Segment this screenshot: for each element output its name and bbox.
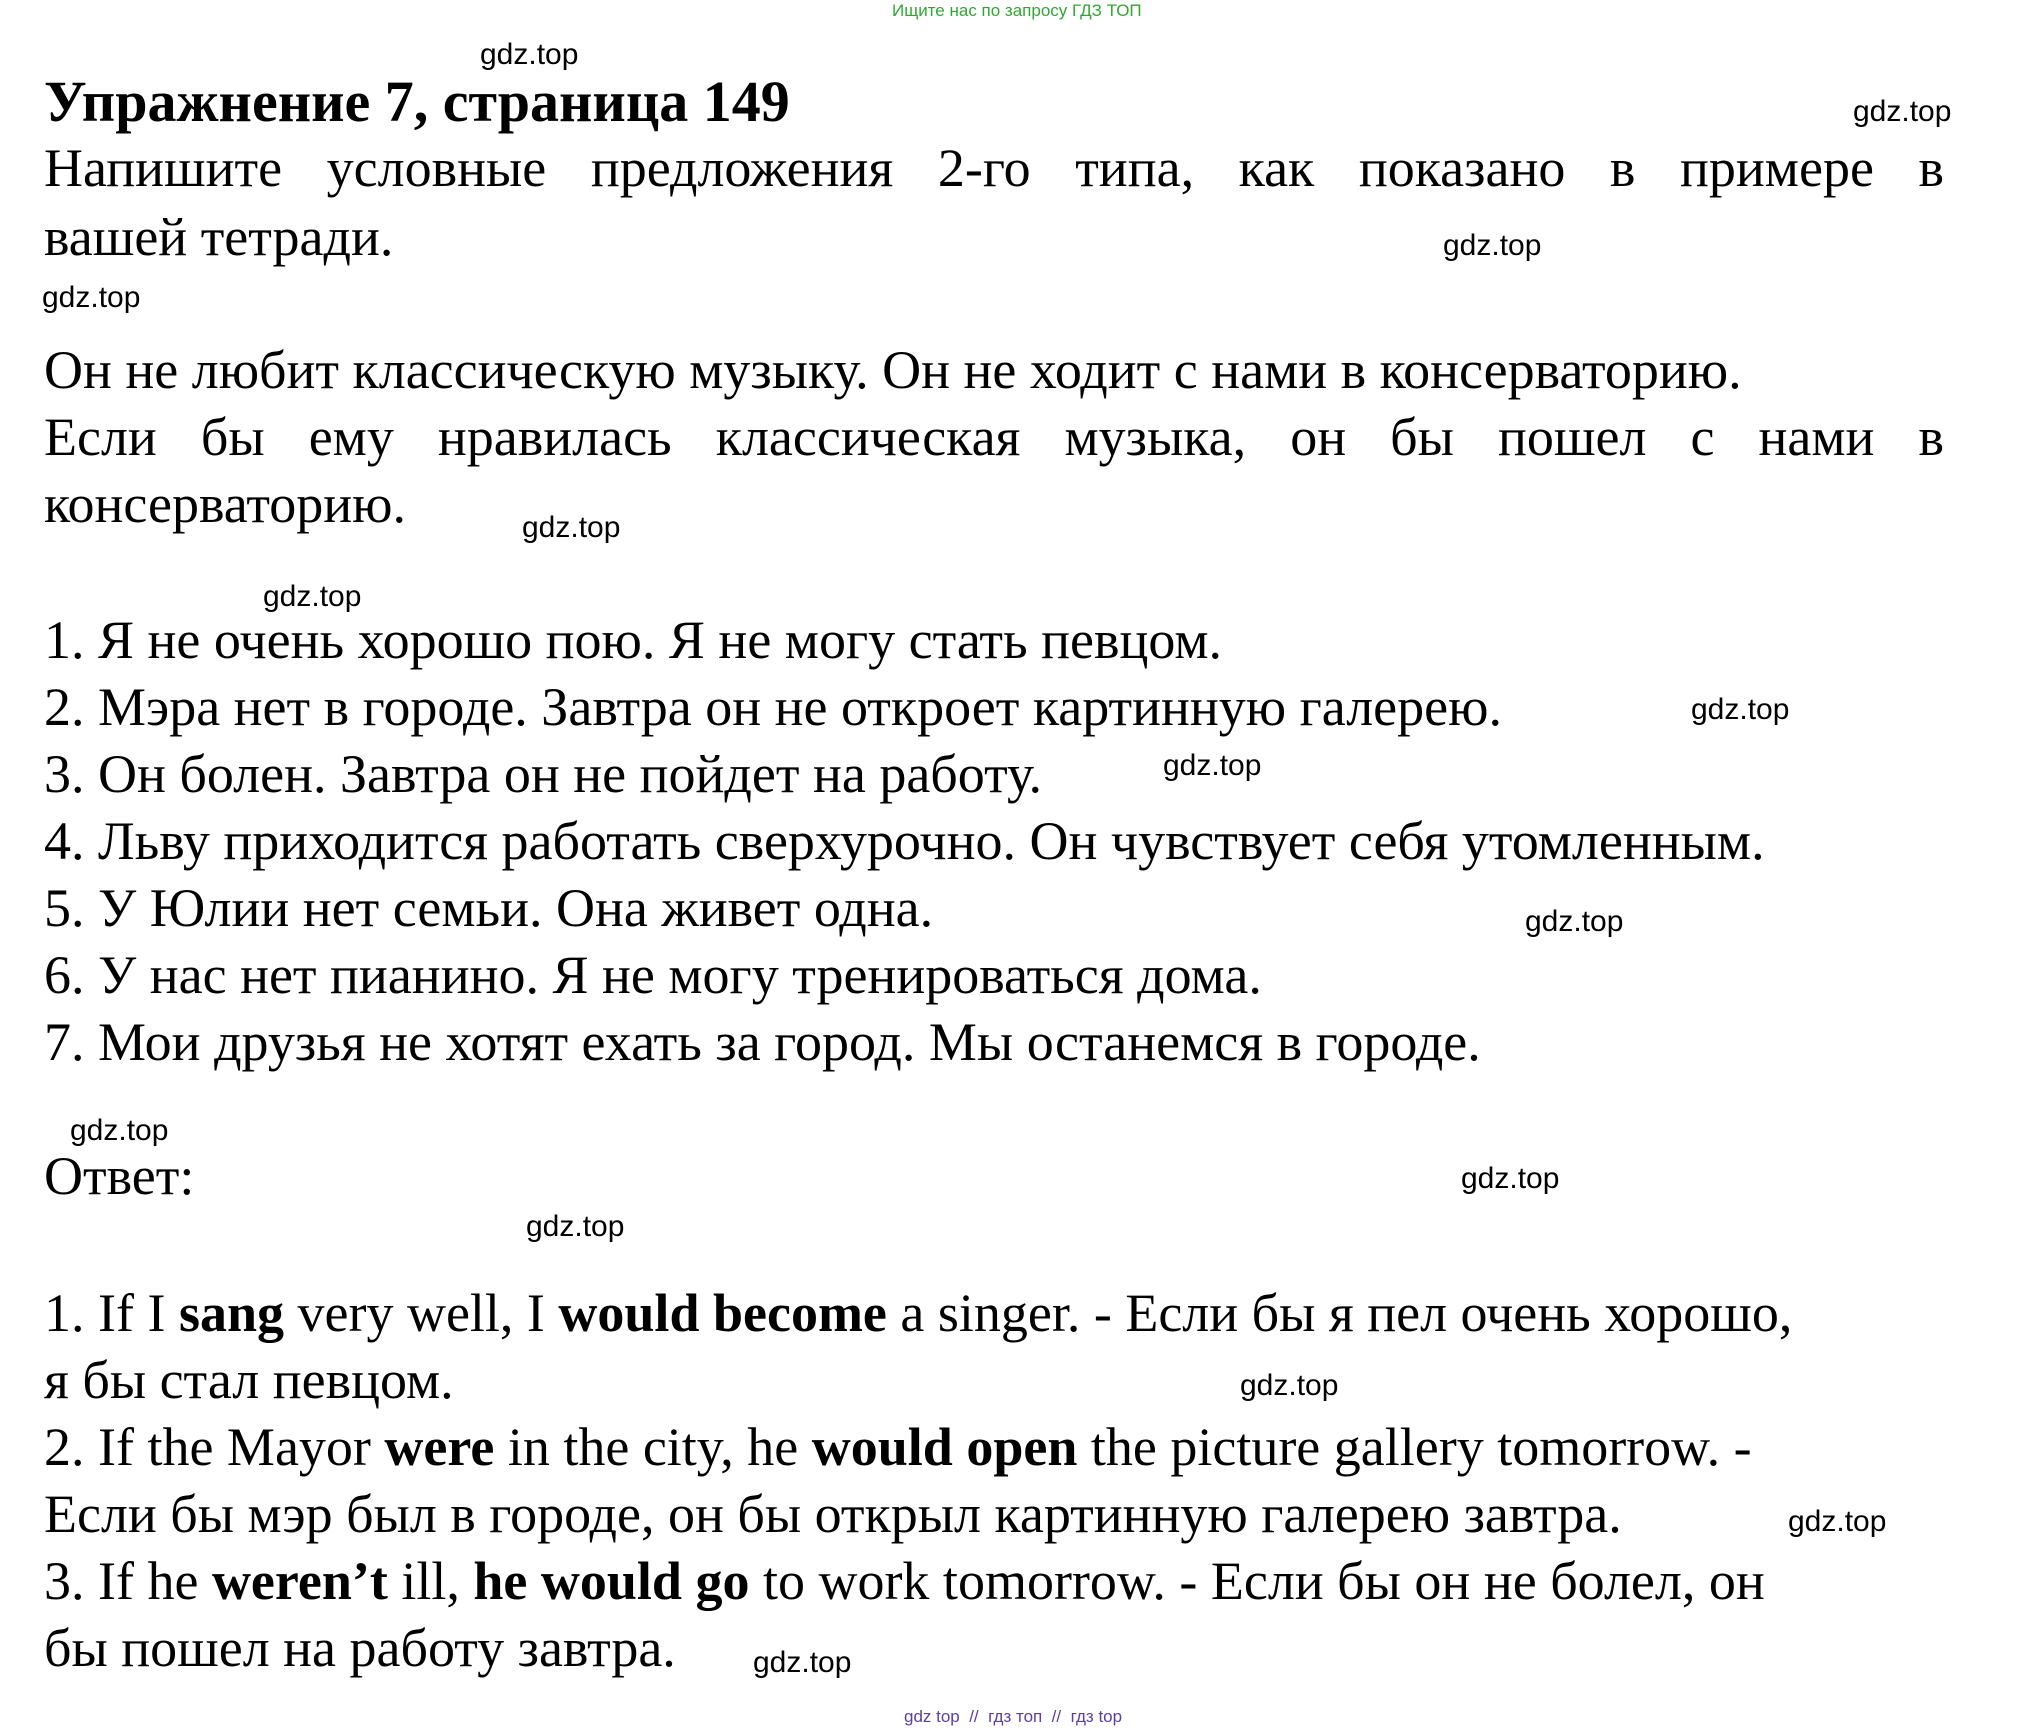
answer-label: Ответ: — [44, 1146, 195, 1206]
answer-1-text-a: 1. If I — [44, 1283, 179, 1343]
task-item-2: 2. Мэра нет в городе. Завтра он не откроет картинную галерею. — [44, 677, 1502, 737]
watermark: gdz.top — [70, 1114, 169, 1147]
watermark: gdz.top — [1691, 693, 1790, 726]
answer-3-line-1 — [44, 1550, 1765, 1612]
task-item-7: 7. Мои друзья не хотят ехать за город. Мы останемся в городе. — [44, 1012, 1481, 1072]
watermark: gdz.top — [1240, 1369, 1339, 1402]
task-item-3: 3. Он болен. Завтра он не пойдет на работу. — [44, 744, 1043, 804]
task-item-5: 5. У Юлии нет семьи. Она живет одна. — [44, 878, 934, 938]
task-item-6: 6. У нас нет пианино. Я не могу тренироваться дома. — [44, 945, 1262, 1005]
watermark: gdz.top — [1461, 1162, 1560, 1195]
instruction-line-1: Напишите условные предложения 2-го типа, как показано в примере в — [44, 138, 1944, 198]
watermark: gdz.top — [522, 511, 621, 544]
watermark: gdz.top — [1788, 1505, 1887, 1538]
top-banner-link[interactable]: Ищите нас по запросу ГДЗ ТОП — [892, 1, 1142, 20]
answer-3-text-c: to work tomorrow. - Если бы он не болел, он — [749, 1551, 1765, 1611]
instruction-line-2: вашей тетради. — [44, 207, 394, 267]
answer-3-line-2: бы пошел на работу завтра. — [44, 1618, 676, 1678]
answer-2-text-c: the picture gallery tomorrow. - — [1077, 1417, 1752, 1477]
watermark: gdz.top — [1525, 905, 1624, 938]
answer-2-bold-a: were — [384, 1417, 495, 1477]
watermark: gdz.top — [1443, 229, 1542, 262]
example-line-3: консерваторию. — [44, 474, 406, 534]
bottom-links[interactable]: gdz top // гдз топ // гдз top — [904, 1707, 1123, 1726]
page-title: Упражнение 7, страница 149 — [44, 69, 790, 134]
watermark: gdz.top — [263, 580, 362, 613]
watermark: gdz.top — [1163, 749, 1262, 782]
watermark: gdz.top — [753, 1646, 852, 1679]
watermark: gdz.top — [480, 38, 579, 71]
answer-1-bold-a: sang — [178, 1283, 284, 1343]
answer-3-text-b: ill, — [387, 1551, 474, 1611]
task-item-4: 4. Льву приходится работать сверхурочно. Он чувствует себя утомленным. — [44, 811, 1765, 871]
example-line-1: Он не любит классическую музыку. Он не ходит с нами в консерваторию. — [44, 340, 1742, 400]
answer-1-text-b: very well, I — [284, 1283, 559, 1343]
answer-2-bold-b: would open — [811, 1417, 1078, 1477]
task-item-1: 1. Я не очень хорошо пою. Я не могу стать певцом. — [44, 610, 1223, 670]
answer-3-text-a: 3. If he — [44, 1551, 212, 1611]
answer-1-bold-b: would become — [558, 1283, 887, 1343]
watermark: gdz.top — [526, 1210, 625, 1243]
answer-1-line-2: я бы стал певцом. — [44, 1350, 454, 1410]
watermark: gdz.top — [1853, 95, 1952, 128]
answer-2-text-b: in the city, he — [494, 1417, 812, 1477]
watermark: gdz.top — [42, 281, 141, 314]
answer-2-line-1 — [44, 1416, 1752, 1478]
answer-2-line-2: Если бы мэр был в городе, он бы открыл картинную галерею завтра. — [44, 1484, 1622, 1544]
answer-2-text-a: 2. If the Mayor — [44, 1417, 385, 1477]
answer-3-bold-a: weren’t — [211, 1551, 388, 1611]
answer-1-line-1 — [44, 1282, 1792, 1344]
answer-1-text-c: a singer. - Если бы я пел очень хорошо, — [886, 1283, 1793, 1343]
example-line-2: Если бы ему нравилась классическая музыка, он бы пошел с нами в — [44, 407, 1944, 467]
answer-3-bold-b: he would go — [473, 1551, 750, 1611]
